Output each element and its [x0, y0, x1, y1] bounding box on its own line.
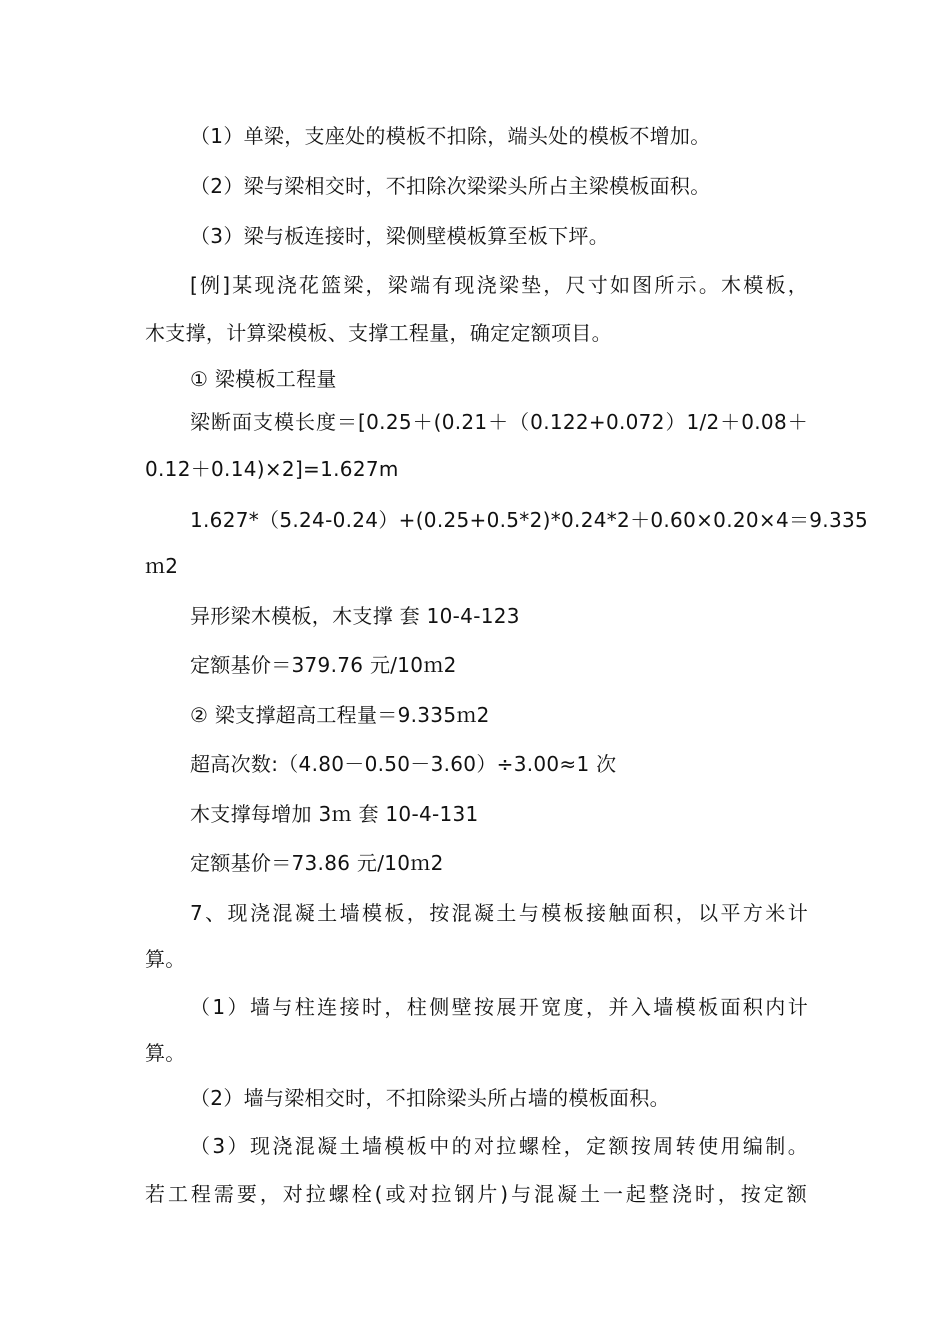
paragraph-line: 7、现浇混凝土墙模板，按混凝土与模板接触面积，以平方米计	[190, 901, 808, 925]
formula-line: 0.12＋0.14)×2]=1.627m	[145, 457, 399, 481]
paragraph-line: （1）单梁，支座处的模板不扣除，端头处的模板不增加。	[190, 124, 711, 148]
paragraph-line: ② 梁支撑超高工程量＝9.335ｍ2	[190, 703, 490, 727]
formula-line: 梁断面支模长度＝[0.25＋(0.21＋（0.122+0.072）1/2＋0.08＋	[190, 410, 808, 434]
paragraph-line: （1）墙与柱连接时，柱侧壁按展开宽度，并入墙模板面积内计	[190, 995, 808, 1019]
paragraph-line: 异形梁木模板，木支撑 套 10-4-123	[190, 604, 520, 628]
paragraph-line: 算。	[145, 1041, 186, 1065]
paragraph-line: （3）梁与板连接时，梁侧壁模板算至板下坪。	[190, 224, 610, 248]
paragraph-line: [例]某现浇花篮梁，梁端有现浇梁垫，尺寸如图所示。木模板，	[190, 273, 808, 297]
formula-line: ｍ2	[145, 554, 179, 578]
paragraph-line: 木支撑每增加 3ｍ 套 10-4-131	[190, 802, 479, 826]
paragraph-line: 定额基价＝379.76 元/10ｍ2	[190, 653, 457, 677]
formula-line: 1.627*（5.24-0.24）+(0.25+0.5*2)*0.24*2＋0.60×0.20×4＝9.335	[190, 508, 869, 532]
paragraph-line: 木支撑，计算梁模板、支撑工程量，确定定额项目。	[145, 321, 612, 345]
paragraph-line: 若工程需要，对拉螺栓(或对拉钢片)与混凝土一起整浇时，按定额	[145, 1182, 807, 1206]
paragraph-line: （2）梁与梁相交时，不扣除次梁梁头所占主梁模板面积。	[190, 174, 711, 198]
paragraph-line: 定额基价＝73.86 元/10ｍ2	[190, 851, 444, 875]
paragraph-line: ① 梁模板工程量	[190, 367, 337, 391]
paragraph-line: 超高次数:（4.80－0.50－3.60）÷3.00≈1 次	[190, 752, 617, 776]
paragraph-line: （3）现浇混凝土墙模板中的对拉螺栓，定额按周转使用编制。	[190, 1134, 808, 1158]
paragraph-line: （2）墙与梁相交时，不扣除梁头所占墙的模板面积。	[190, 1086, 670, 1110]
paragraph-line: 算。	[145, 947, 186, 971]
